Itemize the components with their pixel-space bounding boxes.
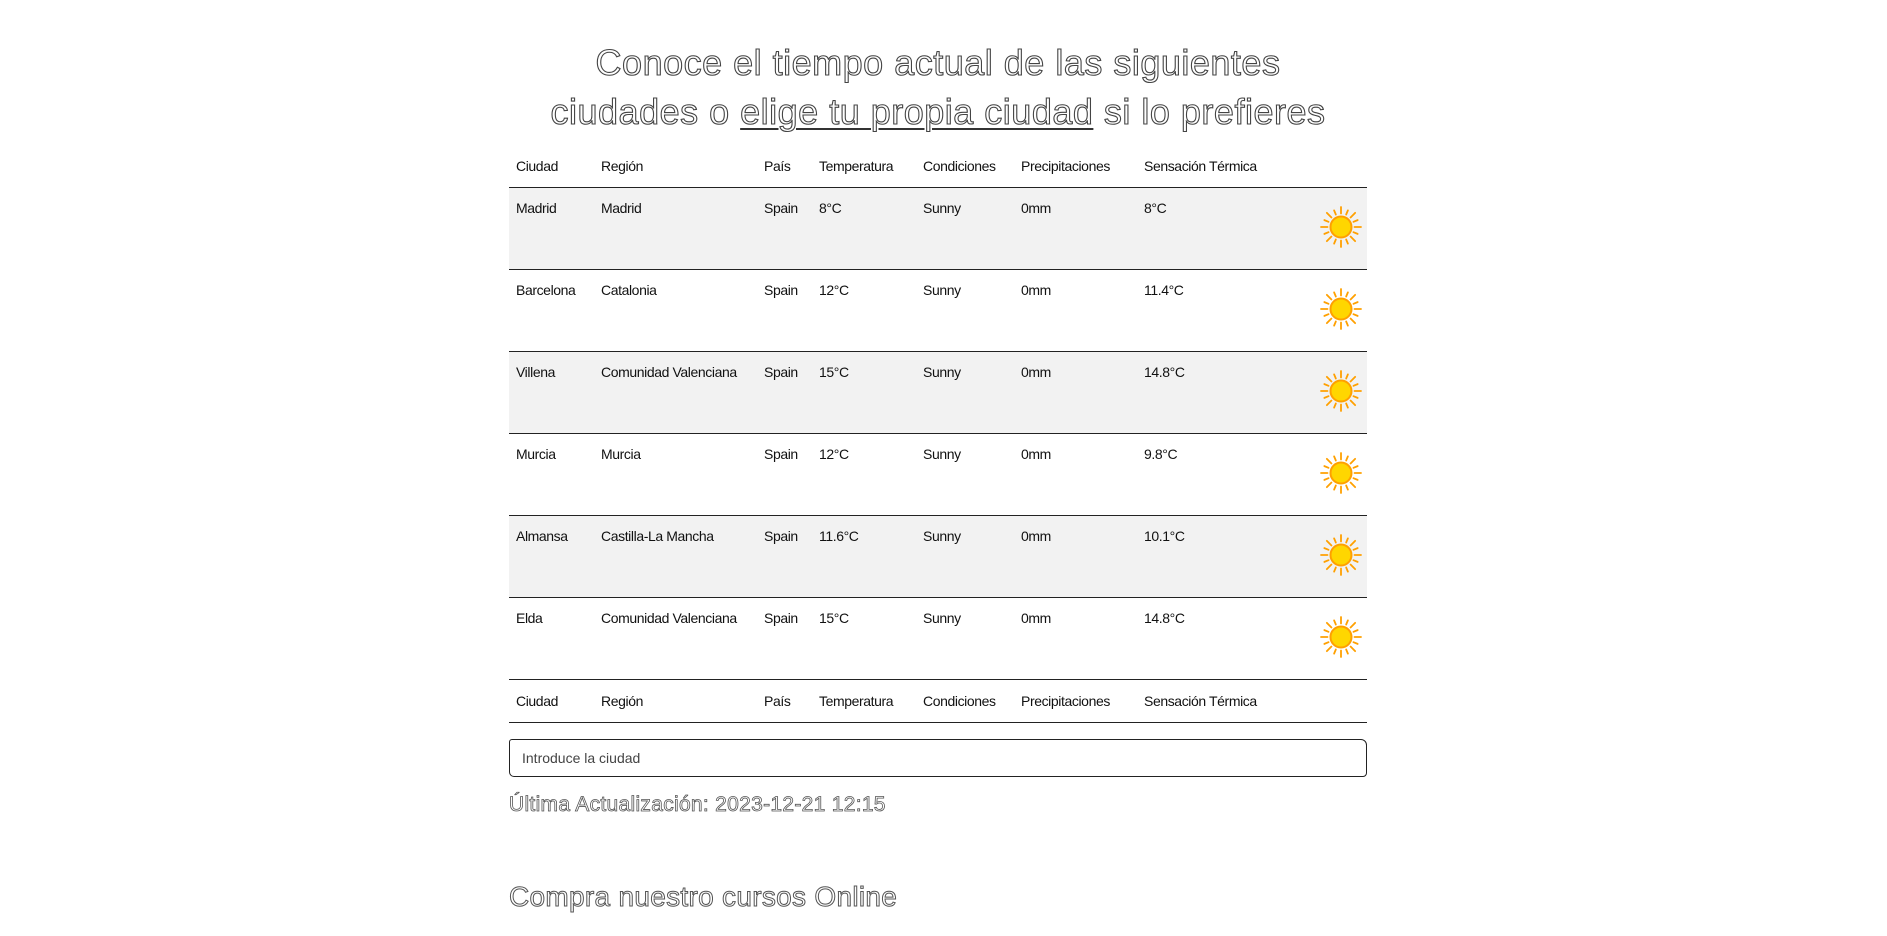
header-conditions: Condiciones [916,144,1014,188]
sun-icon [1320,206,1362,248]
cell-precipitation: 0mm [1014,270,1137,352]
cell-temperature: 8°C [812,188,916,270]
cell-conditions: Sunny [916,270,1014,352]
page-title [509,0,1367,136]
cell-icon [1298,516,1367,598]
cell-icon [1298,188,1367,270]
cell-city: Madrid [509,188,594,270]
cell-feels-like: 14.8°C [1137,352,1298,434]
footer-feels-like: Sensación Térmica [1137,680,1298,723]
footer-region: Región [594,680,757,723]
cell-conditions: Sunny [916,434,1014,516]
cell-icon [1298,434,1367,516]
cell-conditions: Sunny [916,188,1014,270]
cell-region: Castilla-La Mancha [594,516,757,598]
footer-country: País [757,680,812,723]
title-line-2-prefix: ciudades o [550,91,741,132]
footer-conditions: Condiciones [916,680,1014,723]
cell-precipitation: 0mm [1014,598,1137,680]
footer-city: Ciudad [509,680,594,723]
cell-icon [1298,270,1367,352]
cell-feels-like: 11.4°C [1137,270,1298,352]
cell-temperature: 12°C [812,434,916,516]
cell-precipitation: 0mm [1014,188,1137,270]
table-header-row [509,144,1367,188]
cell-conditions: Sunny [916,352,1014,434]
cell-temperature: 11.6°C [812,516,916,598]
cell-country: Spain [757,270,812,352]
cell-icon [1298,598,1367,680]
page-container [509,0,1367,936]
cell-precipitation: 0mm [1014,434,1137,516]
cell-region: Madrid [594,188,757,270]
header-region: Región [594,144,757,188]
cell-conditions: Sunny [916,598,1014,680]
cell-feels-like: 10.1°C [1137,516,1298,598]
cell-precipitation: 0mm [1014,352,1137,434]
table-row [509,434,1367,516]
table-row [509,188,1367,270]
cell-region: Catalonia [594,270,757,352]
last-update-text: Última Actualización: 2023-12-21 12:15 [509,793,886,816]
table-footer-row [509,680,1367,723]
header-temperature: Temperatura [812,144,916,188]
cell-city: Barcelona [509,270,594,352]
choose-city-link[interactable]: elige tu propia ciudad [740,91,1094,132]
table-row [509,352,1367,434]
cell-region: Murcia [594,434,757,516]
cell-conditions: Sunny [916,516,1014,598]
cell-country: Spain [757,598,812,680]
footer-icon [1298,680,1367,723]
sun-icon [1320,534,1362,576]
cell-city: Almansa [509,516,594,598]
header-icon [1298,144,1367,188]
courses-heading: Compra nuestro cursos Online [509,881,898,912]
sun-icon [1320,452,1362,494]
sun-icon [1320,616,1362,658]
table-row [509,516,1367,598]
sun-icon [1320,370,1362,412]
sun-icon [1320,288,1362,330]
footer-temperature: Temperatura [812,680,916,723]
cell-city: Murcia [509,434,594,516]
footer-precipitation: Precipitaciones [1014,680,1137,723]
city-search-input[interactable] [509,739,1367,777]
cell-feels-like: 8°C [1137,188,1298,270]
cell-temperature: 12°C [812,270,916,352]
title-line-1: Conoce el tiempo actual de las siguientes [595,42,1281,83]
cell-temperature: 15°C [812,352,916,434]
cell-temperature: 15°C [812,598,916,680]
cell-feels-like: 14.8°C [1137,598,1298,680]
header-feels-like: Sensación Térmica [1137,144,1298,188]
header-precipitation: Precipitaciones [1014,144,1137,188]
title-line-2-suffix: si lo prefieres [1093,91,1326,132]
header-city: Ciudad [509,144,594,188]
table-body [509,188,1367,680]
cell-precipitation: 0mm [1014,516,1137,598]
weather-table [509,144,1367,723]
cell-country: Spain [757,434,812,516]
cell-city: Elda [509,598,594,680]
cell-region: Comunidad Valenciana [594,352,757,434]
header-country: País [757,144,812,188]
cell-icon [1298,352,1367,434]
cell-region: Comunidad Valenciana [594,598,757,680]
cell-country: Spain [757,516,812,598]
table-row [509,270,1367,352]
cell-city: Villena [509,352,594,434]
cell-country: Spain [757,352,812,434]
cell-feels-like: 9.8°C [1137,434,1298,516]
table-row [509,598,1367,680]
cell-country: Spain [757,188,812,270]
